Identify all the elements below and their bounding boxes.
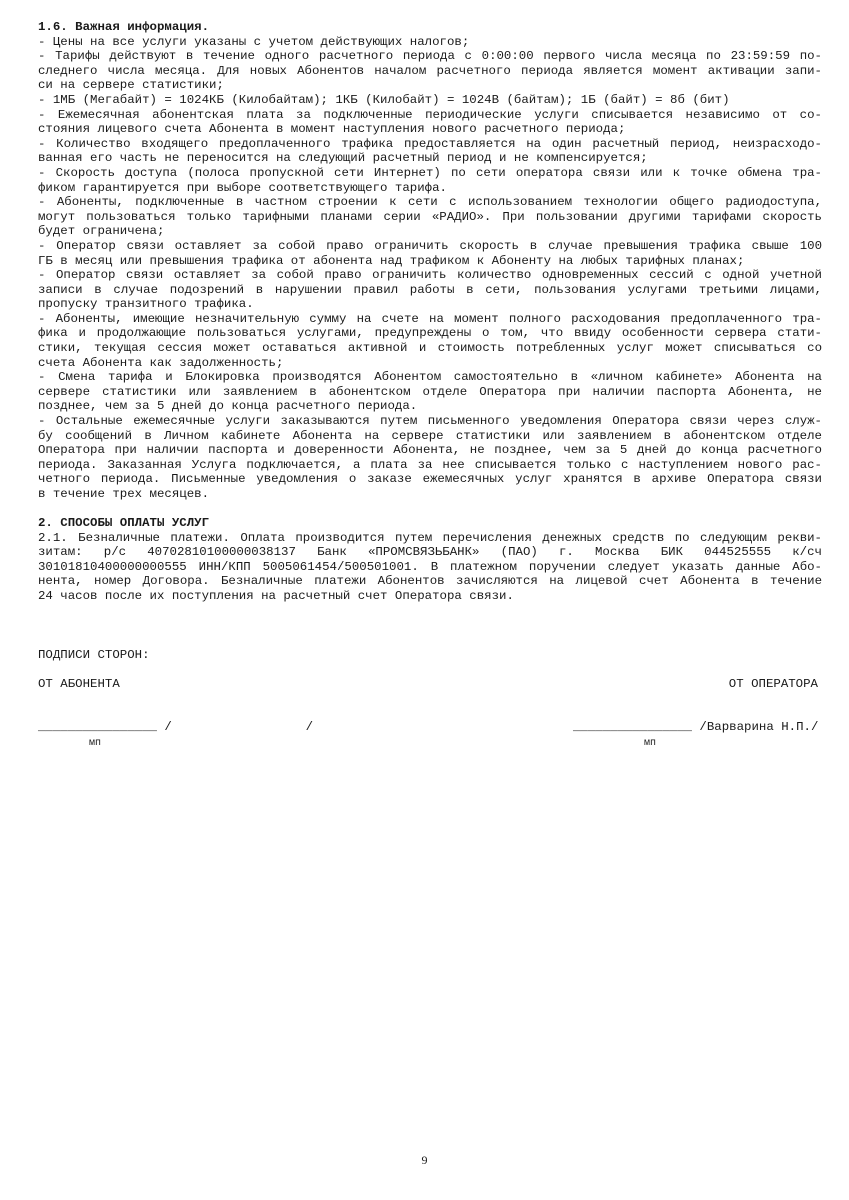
text-line: ГБ в месяц или превышения трафика от абонента над трафиком к Абоненту на любых тарифных планах;: [38, 253, 745, 268]
operator-signature-line: ________________ /Варварина Н.П./: [573, 720, 819, 734]
text-line: позднее, чем за 5 дней до конца расчетного периода.: [38, 399, 418, 414]
operator-label: ОТ ОПЕРАТОРА: [728, 677, 818, 691]
text-line: в течение трех месяцев.: [38, 487, 210, 501]
text-line: 24 часов после их поступления на расчетный счет Оператора связи.: [38, 588, 514, 603]
text-line: стики, текущая сессия может оставаться активной и стоимость потребленных услуг может списываться со: [38, 341, 822, 356]
subscriber-label: ОТ АБОНЕНТА: [38, 677, 120, 691]
text-line: - Абоненты, имеющие незначительную сумму на счете на момент полного расходования предоплаченного тра-: [38, 311, 822, 326]
stamp-place-left: мп: [89, 738, 102, 749]
text-line: си на сервере статистики;: [38, 78, 224, 93]
signatures-title: ПОДПИСИ СТОРОН:: [38, 648, 150, 662]
text-line: стояния лицевого счета Абонента в момент наступления нового расчетного периода;: [38, 122, 626, 137]
text-line: - Остальные ежемесячные услуги заказываются путем письменного уведомления Оператора связи через служ-: [38, 414, 822, 429]
text-line: счета Абонента как задолженность;: [38, 355, 284, 370]
text-line: бу сообщений в Личном кабинете Абонента на сервере статистики или заявлением в абонентском отделе: [38, 428, 822, 443]
text-line: 30101810400000000555 ИНН/КПП 5005061454/500501001. В платежном поручении следует указать данные Або-: [38, 559, 822, 574]
text-line: 2.1. Безналичные платежи. Оплата производится путем перечисления денежных средств по следующим рекви-: [38, 530, 822, 545]
text-line: периода. Заказанная Услуга подключается, а плата за нее списывается только с наступлением нового рас-: [38, 457, 822, 472]
text-line: - Тарифы действуют в течение одного расчетного периода с 0:00:00 первого числа месяца по 23:59:59 по-: [38, 49, 822, 64]
text-line: пропуску транзитного трафика.: [38, 297, 254, 312]
text-line: - Оператор связи оставляет за собой право ограничить скорость в случае превышения трафика свыше 100: [38, 238, 822, 253]
text-line: - Абоненты, подключенные в частном строении к сети с использованием технологии общего радиодоступа,: [38, 195, 822, 210]
text-line: - Цены на все услуги указаны с учетом действующих налогов;: [38, 34, 470, 49]
text-line: зитам: р/с 40702810100000038137 Банк «ПРОМСВЯЗЬБАНК» (ПАО) г. Москва БИК 044525555 к/сч: [38, 545, 822, 560]
text-line: записи в случае подозрений в нарушении правил работы в сети, пользования услугами третьими лицами,: [38, 282, 822, 297]
text-line: - Оператор связи оставляет за собой право ограничить количество одновременных сессий с одной учетной: [38, 268, 822, 283]
page-number: 9: [421, 1153, 428, 1167]
section-heading: 2. СПОСОБЫ ОПЛАТЫ УСЛУГ: [38, 516, 210, 530]
text-line: - Количество входящего предоплаченного трафика предоставляется на один расчетный период, неизрасходо-: [38, 136, 822, 151]
text-line: ванная его часть не переносится на следующий расчетный период и не компенсируется;: [38, 151, 648, 166]
text-line: - 1МБ (Мегабайт) = 1024КБ (Килобайтам); 1КБ (Килобайт) = 1024В (байтам); 1Б (байт) = 8б (бит): [38, 92, 730, 107]
text-line: - Скорость доступа (полоса пропускной сети Интернет) по сети оператора связи или к точке обмена тра-: [38, 165, 822, 180]
section-body: [38, 531, 822, 604]
text-line: - Ежемесячная абонентская плата за подключенные периодические услуги списывается независимо от со-: [38, 107, 822, 122]
text-line: четного периода. Письменные уведомления о заказе ежемесячных услуг хранятся в архиве Оператора связи: [38, 472, 822, 487]
section-payment-methods: [38, 516, 822, 604]
text-line: фиком гарантируется при выборе соответствующего тарифа.: [38, 180, 447, 195]
subscriber-signature-line: ________________ / /: [38, 720, 314, 734]
text-line: - Смена тарифа и Блокировка производятся Абонентом самостоятельно в «личном кабинете» Абонента на: [38, 370, 822, 385]
section-important-info: [38, 20, 822, 502]
section-heading: 1.6. Важная информация.: [38, 20, 210, 34]
text-line: Оператора при наличии паспорта и доверенности Абонента, не позднее, чем за 5 дней до конца расчетного: [38, 443, 822, 458]
text-line: сервере статистики или заявлением в абонентском отделе Оператора при наличии паспорта Абонента, не: [38, 384, 822, 399]
section-body: [38, 35, 822, 502]
text-line: следнего числа месяца. Для новых Абонентов началом расчетного периода является момент активации запи-: [38, 63, 822, 78]
text-line: фика и продолжающие пользоваться услугами, предупреждены о том, что ввиду особенности сервера стати-: [38, 326, 822, 341]
text-line: могут пользоваться только тарифными планами серии «РАДИО». При пользовании другими тарифами скорость: [38, 209, 822, 224]
text-line: нента, номер Договора. Безналичные платежи Абонентов зачисляются на лицевой счет Абонента в течение: [38, 574, 822, 589]
stamp-place-right: мп: [644, 738, 657, 749]
text-line: будет ограничена;: [38, 224, 165, 239]
